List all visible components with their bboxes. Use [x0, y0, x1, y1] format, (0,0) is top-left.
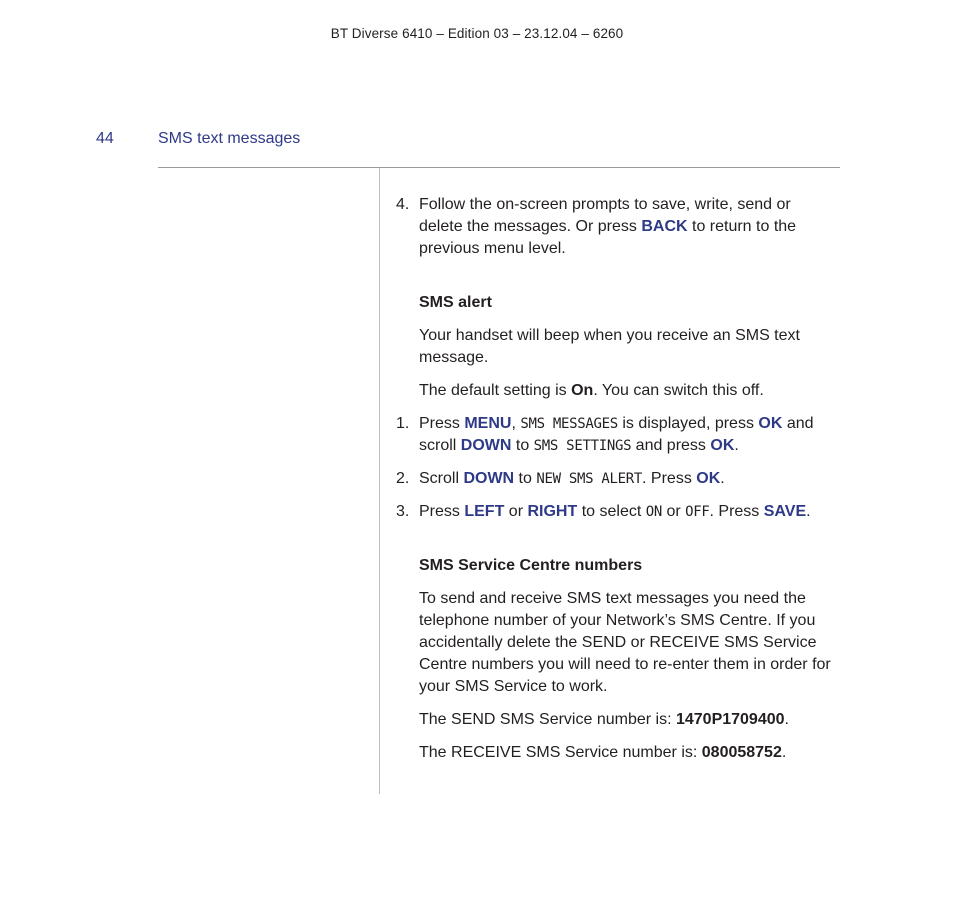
text-run: to: [514, 470, 537, 487]
section-title: SMS text messages: [158, 130, 301, 147]
key-menu: MENU: [464, 415, 512, 432]
service-centre-heading: SMS Service Centre numbers: [419, 557, 643, 574]
text-run: Scroll: [419, 470, 464, 487]
step-text: [419, 413, 836, 457]
page-number: 44: [96, 130, 114, 147]
text-run: or: [662, 503, 686, 520]
text-run: .: [720, 470, 725, 487]
text-run: and scroll: [419, 415, 814, 454]
text-run: .: [806, 503, 811, 520]
text-run: The RECEIVE SMS Service number is:: [419, 744, 702, 761]
step-number: 1.: [396, 415, 410, 432]
key-ok: OK: [696, 470, 721, 487]
text-run: Press: [419, 415, 465, 432]
text-run: . Press: [709, 503, 764, 520]
step-text: [419, 501, 836, 523]
text-run: to return to the previous menu level.: [419, 218, 797, 257]
key-ok: OK: [758, 415, 783, 432]
display-text: ON: [645, 504, 662, 520]
text-run: . You can switch this off.: [593, 382, 764, 399]
text-run: ,: [511, 415, 521, 432]
text-run: . Press: [642, 470, 697, 487]
receive-number: 080058752: [701, 744, 782, 761]
sms-alert-step-2: [396, 468, 836, 490]
step-number: 2.: [396, 470, 410, 487]
running-head: BT Diverse 6410 – Edition 03 – 23.12.04 – 6260: [330, 26, 624, 41]
text-run: and press: [631, 437, 711, 454]
text-run: is displayed, press: [617, 415, 759, 432]
text-run: or: [504, 503, 528, 520]
display-text: OFF: [685, 504, 710, 520]
send-number: 1470P1709400: [675, 711, 785, 728]
key-left: LEFT: [464, 503, 505, 520]
key-down: DOWN: [460, 437, 512, 454]
text-run: The SEND SMS Service number is:: [419, 711, 676, 728]
key-down: DOWN: [463, 470, 515, 487]
display-text: SMS MESSAGES: [520, 416, 618, 432]
key-right: RIGHT: [527, 503, 578, 520]
step-4: [396, 194, 836, 260]
text-run: to: [511, 437, 534, 454]
column-divider: [379, 168, 380, 794]
text-run: Press: [419, 503, 465, 520]
service-centre-intro: To send and receive SMS text messages you need the telephone number of your Network’s SMS Centre. If you accidentally delete the SEND or RECEIVE SMS Service Centre numbers you will need to re-enter them in order for your SMS Service to work.: [419, 590, 831, 695]
step-text: [419, 468, 836, 490]
text-run: The default setting is: [419, 382, 572, 399]
receive-number-line: [419, 742, 836, 764]
key-back: BACK: [641, 218, 688, 235]
default-value: On: [571, 382, 594, 399]
header-divider: [158, 167, 840, 168]
display-text: NEW SMS ALERT: [536, 471, 643, 487]
sms-alert-intro: Your handset will beep when you receive an SMS text message.: [419, 327, 800, 366]
text-run: .: [784, 711, 789, 728]
sms-alert-heading: SMS alert: [419, 294, 492, 311]
step-number: 4.: [396, 196, 410, 213]
step-number: 3.: [396, 503, 410, 520]
step-text: [419, 194, 836, 260]
key-ok: OK: [710, 437, 735, 454]
sms-alert-step-3: [396, 501, 836, 523]
text-run: to select: [577, 503, 646, 520]
main-content: [396, 194, 836, 775]
sms-alert-default: [419, 380, 836, 402]
sms-alert-step-1: [396, 413, 836, 457]
text-run: .: [734, 437, 739, 454]
display-text: SMS SETTINGS: [533, 438, 632, 454]
text-run: Follow the on-screen prompts to save, write, send or delete the messages. Or press: [419, 196, 791, 235]
send-number-line: [419, 709, 836, 731]
key-save: SAVE: [763, 503, 807, 520]
text-run: .: [781, 744, 787, 761]
